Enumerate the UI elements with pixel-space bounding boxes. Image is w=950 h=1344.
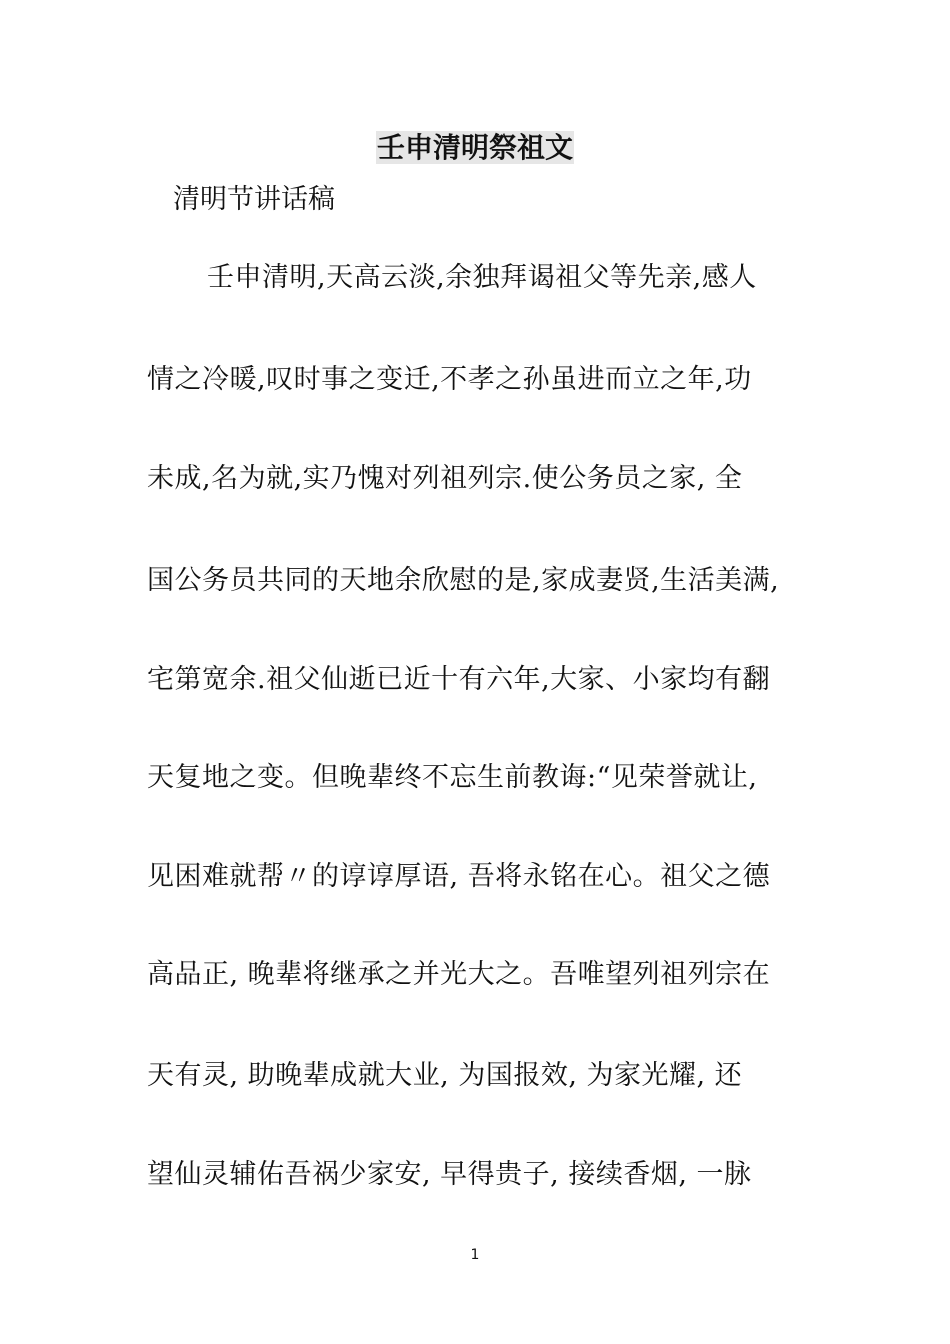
document-title [0, 128, 950, 168]
body-line: 情之冷暖,叹时事之变迁,不孝之孙虽进而立之年,功 [147, 364, 752, 395]
body-line: 国公务员共同的天地余欣慰的是,家成妻贤,生活美满, [147, 565, 780, 596]
body-line: 高品正, 晚辈将继承之并光大之。吾唯望列祖列宗在 [147, 959, 771, 990]
document-subtitle: 清明节讲话稿 [173, 184, 335, 215]
body-line: 宅第宽余.祖父仙逝已近十有六年,大家、小家均有翻 [147, 664, 771, 695]
document-title-text: 壬申清明祭祖文 [376, 131, 573, 164]
body-line: 见困难就帮〃的谆谆厚语, 吾将永铭在心。祖父之德 [147, 861, 771, 892]
page-number: 1 [470, 1247, 480, 1263]
body-line: 壬申清明,天高云淡,余独拜谒祖父等先亲,感人 [207, 262, 757, 293]
body-line: 天有灵, 助晚辈成就大业, 为国报效, 为家光耀, 还 [147, 1060, 743, 1091]
body-line: 望仙灵辅佑吾祸少家安, 早得贵子, 接续香烟, 一脉 [147, 1159, 752, 1190]
body-line: 未成,名为就,实乃愧对列祖列宗.使公务员之家, 全 [147, 463, 743, 494]
body-line: 天复地之变。但晚辈终不忘生前教诲:“见荣誉就让, [147, 762, 758, 793]
